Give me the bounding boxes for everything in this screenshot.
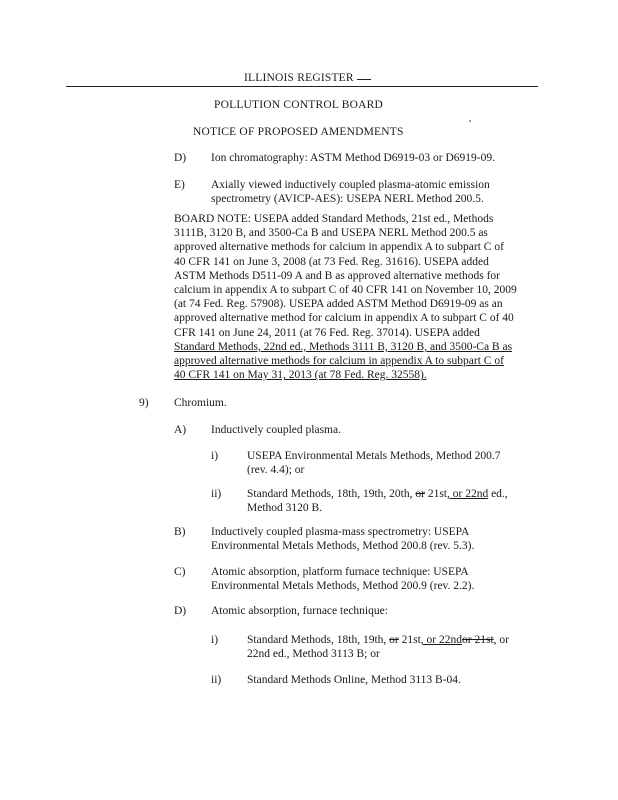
board-note-line: ASTM Methods D511-09 A and B as approved alternative methods for bbox=[174, 269, 500, 282]
text-run: ed., bbox=[488, 488, 508, 500]
item-a-label: A) bbox=[174, 424, 187, 436]
inserted-text: , or 22nd bbox=[446, 488, 489, 500]
item-a-i-line: USEPA Environmental Metals Methods, Method 200.7 bbox=[247, 450, 501, 462]
item-d2-label: D) bbox=[174, 605, 187, 617]
text-run: 21st bbox=[398, 634, 421, 646]
item-a-i-line: (rev. 4.4); or bbox=[247, 464, 305, 477]
item-a-i-text bbox=[247, 449, 501, 477]
item-c-label: C) bbox=[174, 566, 186, 578]
board-name: POLLUTION CONTROL BOARD bbox=[214, 99, 384, 111]
board-note-line: 40 CFR 141 on June 3, 2008 (at 73 Fed. Reg. 31616). USEPA added bbox=[174, 255, 489, 268]
board-note-line: CFR 141 on June 24, 2011 (at 76 Fed. Reg. 37014). USEPA added bbox=[174, 326, 480, 339]
text-run: Standard Methods, 18th, 19th, bbox=[247, 634, 390, 646]
section-9-label: 9) bbox=[139, 397, 149, 409]
board-note-inserted-line: Standard Methods, 22nd ed., Methods 3111 B, 3120 B, and 3500-Ca B as bbox=[174, 340, 513, 353]
item-d2-ii-text: Standard Methods Online, Method 3113 B-04. bbox=[247, 674, 461, 686]
item-c-line: Atomic absorption, platform furnace technique: USEPA bbox=[211, 566, 469, 578]
deleted-text: or bbox=[389, 634, 399, 646]
board-note-line: BOARD NOTE: USEPA added Standard Methods, 21st ed., Methods bbox=[174, 213, 494, 225]
notice-title: NOTICE OF PROPOSED AMENDMENTS bbox=[193, 126, 404, 138]
item-b-text bbox=[211, 525, 474, 553]
board-note-line: approved alternative methods for calcium in appendix A to subpart C of bbox=[174, 241, 504, 254]
text-run: Standard Methods, 18th, 19th, 20th, bbox=[247, 488, 416, 500]
item-e-line: Axially viewed inductively coupled plasma-atomic emission bbox=[211, 179, 490, 191]
board-note-line: (at 74 Fed. Reg. 57908). USEPA added ASTM Method D6919-09 as an bbox=[174, 298, 503, 311]
item-b-line: Inductively coupled plasma-mass spectrometry: USEPA bbox=[211, 526, 470, 538]
item-b-label: B) bbox=[174, 526, 186, 538]
item-d2-text: Atomic absorption, furnace technique: bbox=[211, 605, 388, 617]
board-note-line: 3111B, 3120 B, and 3500-Ca B and USEPA NERL Method 200.5 as bbox=[174, 227, 488, 240]
header-rule bbox=[66, 86, 538, 87]
item-d2-i-label: i) bbox=[211, 634, 219, 646]
item-a-text: Inductively coupled plasma. bbox=[211, 424, 341, 436]
item-d2-ii-label: ii) bbox=[211, 674, 222, 686]
deleted-text: or bbox=[415, 488, 425, 500]
item-e-label: E) bbox=[174, 179, 185, 191]
item-a-ii-line bbox=[247, 487, 508, 501]
item-a-ii-line: Method 3120 B. bbox=[247, 502, 323, 515]
item-a-i-label: i) bbox=[211, 450, 219, 462]
text-run: 21st bbox=[424, 488, 447, 500]
board-note bbox=[174, 212, 534, 382]
item-d2-i-line bbox=[247, 633, 509, 647]
item-d2-i-line: 22nd ed., Method 3113 B; or bbox=[247, 648, 380, 661]
speck bbox=[469, 120, 471, 122]
item-b-line: Environmental Metals Methods, Method 200.8 (rev. 5.3). bbox=[211, 540, 475, 553]
board-note-inserted-line: 40 CFR 141 on May 31, 2013 (at 78 Fed. Reg. 32558). bbox=[174, 369, 427, 382]
inserted-text: , or 22nd bbox=[420, 634, 463, 646]
item-c-line: Environmental Metals Methods, Method 200.9 (rev. 2.2). bbox=[211, 580, 475, 593]
text-run: , or bbox=[493, 634, 509, 646]
section-9-title: Chromium. bbox=[174, 397, 227, 409]
board-note-line: approved alternative method for calcium in appendix A to subpart C of 40 bbox=[174, 312, 514, 325]
item-c-text bbox=[211, 565, 474, 593]
board-note-inserted-line: approved alternative methods for calcium in appendix A to subpart C of bbox=[174, 355, 504, 368]
item-e-text bbox=[211, 178, 490, 206]
item-a-ii-label: ii) bbox=[211, 488, 222, 500]
item-d2-i-text bbox=[247, 633, 509, 661]
item-a-ii-text bbox=[247, 487, 508, 515]
register-title: ILLINOIS REGISTER bbox=[244, 72, 371, 84]
deleted-text: or 21st bbox=[462, 634, 494, 646]
item-e-line: spectrometry (AVICP-AES): USEPA NERL Method 200.5. bbox=[211, 193, 484, 206]
item-d-text: Ion chromatography: ASTM Method D6919-03 or D6919-09. bbox=[211, 152, 495, 164]
item-d-label: D) bbox=[174, 152, 187, 164]
board-note-line: calcium in appendix A to subpart C of 40 CFR 141 on November 10, 2009 bbox=[174, 284, 517, 297]
